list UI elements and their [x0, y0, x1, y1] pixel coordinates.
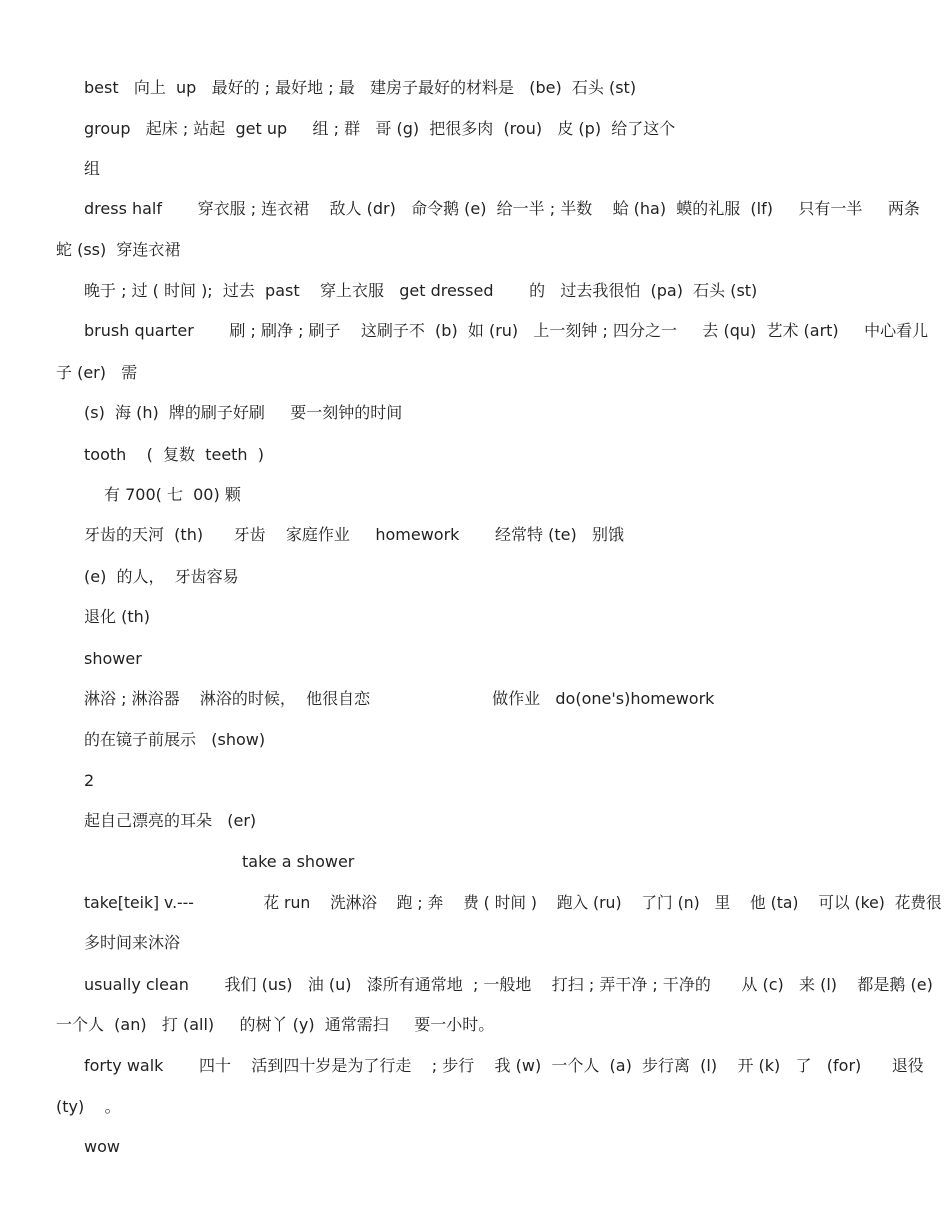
text-line: 起自己漂亮的耳朵 (er): [84, 811, 257, 830]
text-line: best 向上 up 最好的 ; 最好地 ; 最 建房子最好的材料是 (be) 石头 (st): [84, 78, 637, 97]
text-line: 蛇 (ss) 穿连衣裙: [56, 240, 181, 259]
text-line: take a shower: [242, 852, 355, 871]
text-line: wow: [84, 1137, 120, 1156]
text-line: forty walk 四十 活到四十岁是为了行走 ; 步行 我 (w) 一个人 (a) 步行离 (l) 开 (k) 了 (for) 退役: [84, 1056, 924, 1075]
text-line: dress half 穿衣服 ; 连衣裙 敌人 (dr) 命令鹅 (e) 给一半 ; 半数 蛤 (ha) 蟆的礼服 (lf) 只有一半 两条: [84, 199, 920, 218]
text-line: 子 (er) 需: [56, 363, 138, 382]
text-line: brush quarter 刷 ; 刷净 ; 刷子 这刷子不 (b) 如 (ru) 上一刻钟 ; 四分之一 去 (qu) 艺术 (art) 中心看儿: [84, 321, 929, 340]
text-line: (e) 的人， 牙齿容易: [84, 567, 239, 586]
text-line: 淋浴 ; 淋浴器 淋浴的时候， 他很自恋 做作业 do(one's)homework: [84, 689, 715, 708]
text-line: 多时间来沐浴: [84, 933, 181, 952]
text-line: (s) 海 (h) 牌的刷子好刷 要一刻钟的时间: [84, 403, 403, 422]
text-line: 的在镜子前展示 (show): [84, 730, 266, 749]
text-line: group 起床 ; 站起 get up 组 ; 群 哥 (g) 把很多肉 (rou) 皮 (p) 给了这个: [84, 119, 676, 138]
text-line: (ty) 。: [56, 1097, 121, 1116]
text-line: 牙齿的天河 (th) 牙齿 家庭作业 homework 经常特 (te) 别饿: [84, 525, 624, 544]
text-line: 2: [84, 771, 95, 790]
text-line: 晚于 ; 过 ( 时间 ); 过去 past 穿上衣服 get dressed 的 过去我很怕 (pa) 石头 (st): [84, 281, 758, 300]
text-line: usually clean 我们 (us) 油 (u) 漆所有通常地 ; 一般地 打扫 ; 弄干净 ; 干净的 从 (c) 来 (l) 都是鹅 (e): [84, 975, 933, 994]
text-line: 退化 (th): [84, 607, 150, 626]
text-line: shower: [84, 649, 142, 668]
text-line: 一个人 (an) 打 (all) 的树丫 (y) 通常需扫 要一小时。: [56, 1015, 495, 1034]
text-line: tooth ( 复数 teeth ): [84, 445, 264, 464]
text-line: take[teik] v.--- 花 run 洗淋浴 跑 ; 奔 费 ( 时间 ) 跑入 (ru) 了门 (n) 里 他 (ta) 可以 (ke) 花费很: [84, 893, 942, 912]
text-line: 有 700( 七 00) 颗: [104, 485, 241, 504]
text-line: 组: [84, 159, 101, 178]
